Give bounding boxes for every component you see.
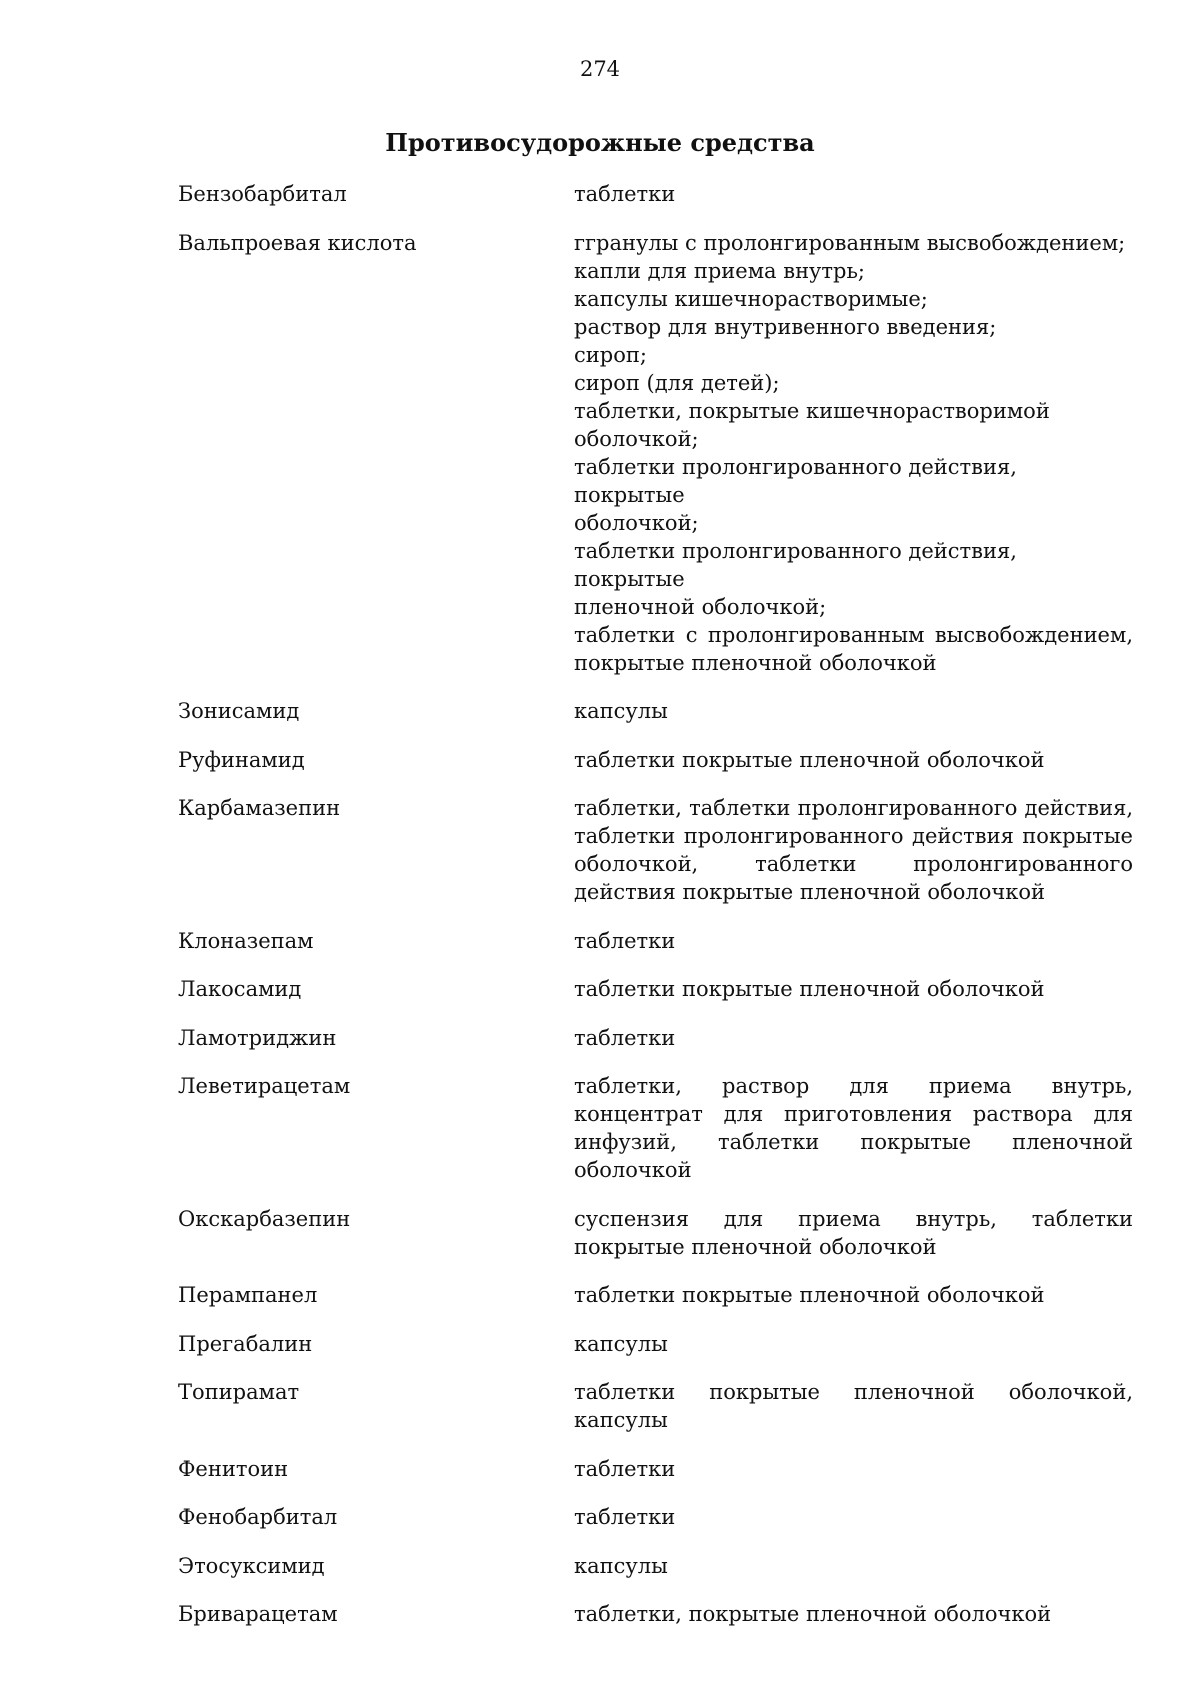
drug-name: Клоназепам bbox=[178, 928, 314, 953]
drug-form-line: таблетки, покрытые пленочной оболочкой bbox=[574, 1602, 1052, 1626]
drug-name: Вальпроевая кислота bbox=[178, 230, 417, 255]
drug-form-line: сироп; bbox=[574, 342, 647, 367]
drug-form-line: суспензия для приема внутрь, таблетки покрытые пленочной оболочкой bbox=[574, 1206, 1133, 1259]
drug-row bbox=[178, 1378, 1133, 1434]
drug-name: Этосуксимид bbox=[178, 1553, 325, 1578]
drug-forms bbox=[574, 1600, 1133, 1628]
drug-list bbox=[178, 180, 1133, 1649]
drug-forms bbox=[574, 1205, 1133, 1261]
drug-row bbox=[178, 1205, 1133, 1261]
drug-form-line: таблетки с пролонгированным высвобождением, bbox=[574, 622, 1133, 647]
drug-name: Прегабалин bbox=[178, 1331, 313, 1356]
drug-row bbox=[178, 1600, 1133, 1628]
drug-name: Бриварацетам bbox=[178, 1602, 338, 1626]
drug-form-line: капсулы bbox=[574, 1553, 668, 1578]
drug-form-line: таблетки покрытые пленочной оболочкой bbox=[574, 747, 1045, 772]
drug-form-line: таблетки, таблетки пролонгированного действия, таблетки пролонгированного действия покрытые оболочкой, таблетки пролонгированного действия покрытые пленочной оболочкой bbox=[574, 796, 1133, 904]
drug-row bbox=[178, 229, 1133, 677]
drug-row bbox=[178, 1503, 1133, 1531]
drug-form-line: таблетки покрытые пленочной оболочкой bbox=[574, 1283, 1045, 1307]
drug-name: Окскарбазепин bbox=[178, 1206, 351, 1231]
drug-row bbox=[178, 1072, 1133, 1184]
drug-form-line: пленочной оболочкой; bbox=[574, 594, 827, 619]
drug-forms bbox=[574, 1281, 1133, 1309]
drug-row bbox=[178, 927, 1133, 955]
drug-forms bbox=[574, 975, 1133, 1003]
drug-name: Зонисамид bbox=[178, 699, 300, 723]
drug-name: Фенитоин bbox=[178, 1456, 289, 1481]
drug-form-line: сироп (для детей); bbox=[574, 370, 780, 395]
drug-form-line: раствор для внутривенного введения; bbox=[574, 314, 997, 339]
drug-form-line: капли для приема внутрь; bbox=[574, 258, 865, 283]
drug-forms bbox=[574, 697, 1133, 725]
drug-form-line: таблетки bbox=[574, 1025, 676, 1050]
drug-row bbox=[178, 794, 1133, 906]
drug-form-line: таблетки bbox=[574, 1456, 676, 1481]
drug-name: Перампанел bbox=[178, 1283, 318, 1307]
drug-row bbox=[178, 1552, 1133, 1580]
drug-form-line: таблетки покрытые пленочной оболочкой bbox=[574, 977, 1045, 1001]
drug-forms bbox=[574, 1330, 1133, 1358]
drug-row bbox=[178, 1330, 1133, 1358]
drug-form-line: таблетки, раствор для приема внутрь, концентрат для приготовления раствора для инфузий, таблетки покрытые пленочной оболочкой bbox=[574, 1074, 1133, 1182]
drug-row bbox=[178, 1024, 1133, 1052]
drug-row bbox=[178, 975, 1133, 1003]
drug-name: Леветирацетам bbox=[178, 1074, 351, 1098]
drug-name: Фенобарбитал bbox=[178, 1505, 338, 1529]
drug-form-line: оболочкой; bbox=[574, 426, 699, 451]
drug-form-line: капсулы bbox=[574, 699, 668, 723]
drug-forms bbox=[574, 1455, 1133, 1483]
drug-row bbox=[178, 1281, 1133, 1309]
drug-form-line: таблетки bbox=[574, 182, 676, 206]
drug-name: Бензобарбитал bbox=[178, 182, 347, 206]
drug-forms bbox=[574, 1552, 1133, 1580]
drug-form-line: таблетки покрытые пленочной оболочкой, капсулы bbox=[574, 1380, 1133, 1432]
drug-form-line: капсулы bbox=[574, 1331, 668, 1356]
drug-form-line: таблетки, покрытые кишечнорастворимой bbox=[574, 398, 1050, 423]
drug-name: Руфинамид bbox=[178, 747, 305, 772]
drug-form-line: таблетки пролонгированного действия, покрытые bbox=[574, 454, 1017, 507]
drug-row bbox=[178, 746, 1133, 774]
drug-row bbox=[178, 1455, 1133, 1483]
drug-name: Лакосамид bbox=[178, 977, 302, 1001]
drug-name: Карбамазепин bbox=[178, 796, 341, 820]
drug-forms bbox=[574, 794, 1133, 906]
drug-forms bbox=[574, 927, 1133, 955]
drug-row bbox=[178, 180, 1133, 208]
drug-forms bbox=[574, 1378, 1133, 1434]
drug-form-line: оболочкой; bbox=[574, 510, 699, 535]
drug-name: Ламотриджин bbox=[178, 1025, 337, 1050]
drug-form-line: таблетки bbox=[574, 1505, 676, 1529]
drug-row bbox=[178, 697, 1133, 725]
drug-forms bbox=[574, 180, 1133, 208]
drug-form-line: покрытые пленочной оболочкой bbox=[574, 650, 937, 675]
drug-form-line: ггранулы с пролонгированным высвобождением; bbox=[574, 230, 1126, 255]
drug-form-line: капсулы кишечнорастворимые; bbox=[574, 286, 928, 311]
drug-form-line: таблетки пролонгированного действия, покрытые bbox=[574, 538, 1017, 591]
drug-forms bbox=[574, 229, 1133, 677]
drug-name: Топирамат bbox=[178, 1380, 300, 1404]
drug-forms bbox=[574, 1024, 1133, 1052]
drug-forms bbox=[574, 1503, 1133, 1531]
drug-forms bbox=[574, 1072, 1133, 1184]
drug-forms bbox=[574, 746, 1133, 774]
page-number: 274 bbox=[579, 57, 621, 81]
drug-form-line: таблетки bbox=[574, 928, 676, 953]
section-title: Противосудорожные средства bbox=[385, 128, 815, 157]
